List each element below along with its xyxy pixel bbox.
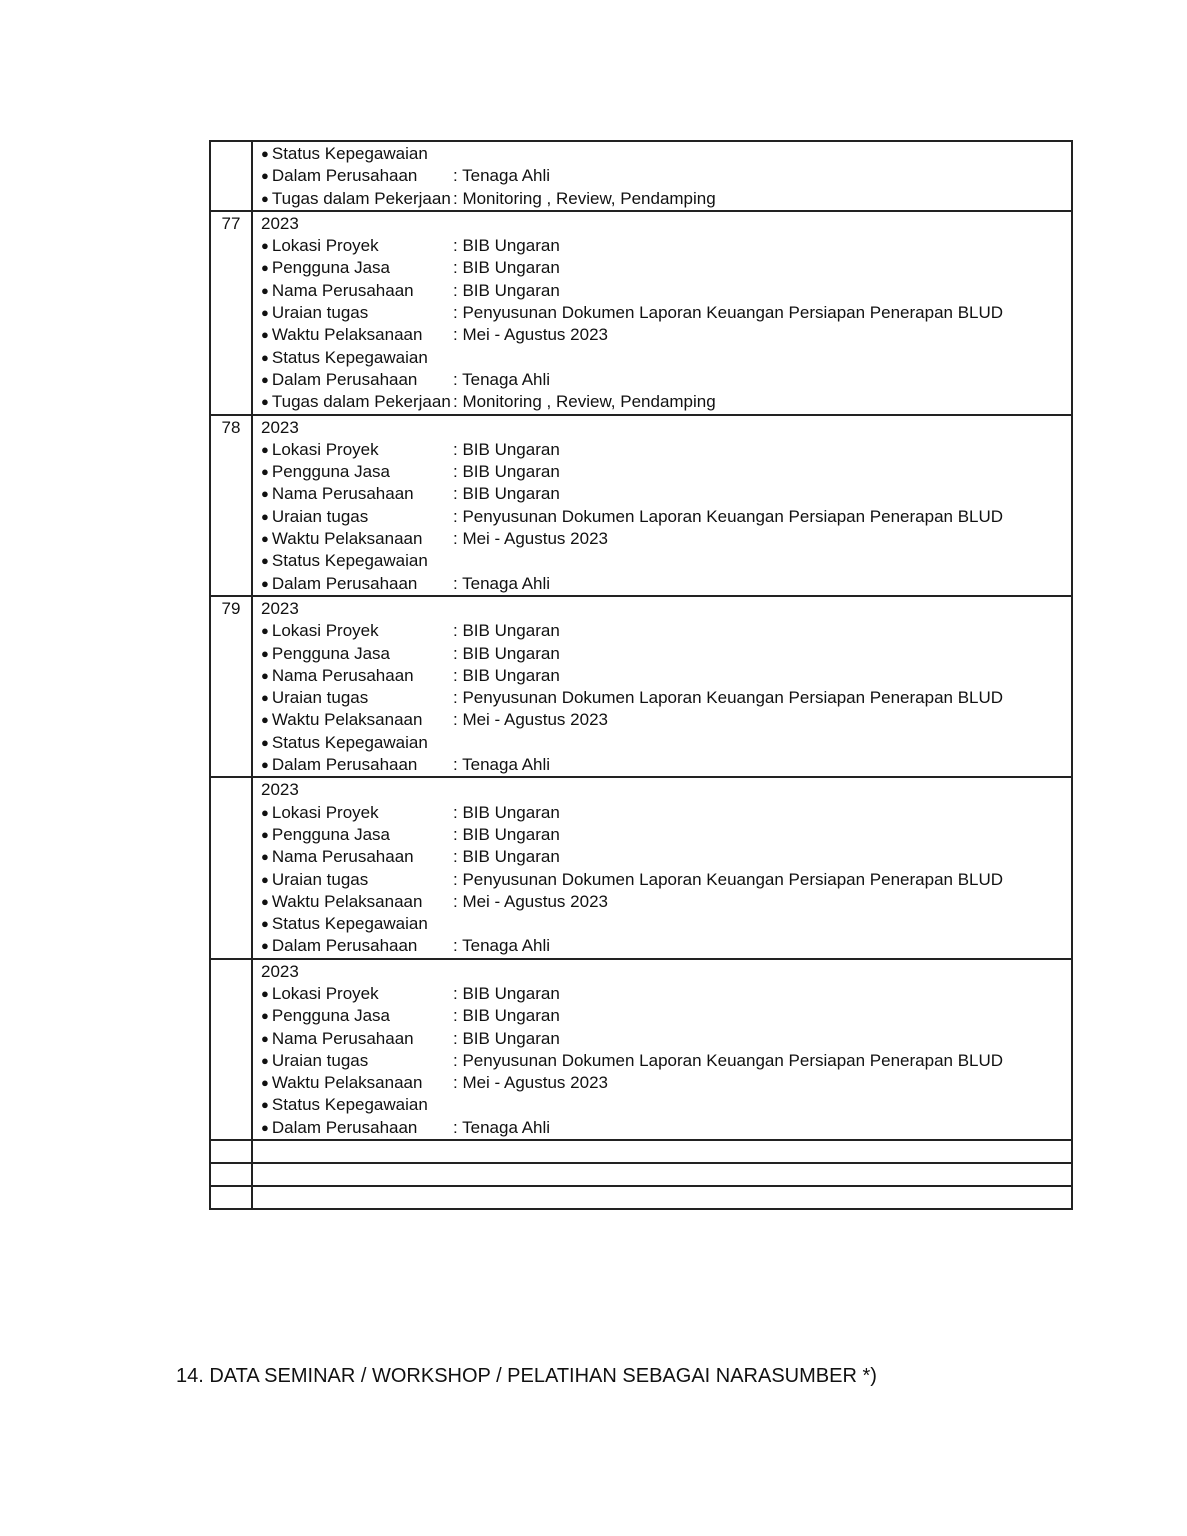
- detail-label-cell: [261, 1028, 453, 1050]
- detail-label-cell: [261, 347, 453, 369]
- bullet-icon: ●: [261, 623, 269, 639]
- bullet-icon: ●: [261, 645, 269, 661]
- detail-label: Tugas dalam Pekerjaan: [271, 188, 451, 208]
- empty-cell: [210, 1186, 252, 1209]
- detail-label: Dalam Perusahaan: [271, 936, 418, 956]
- detail-label: Uraian tugas: [271, 506, 369, 526]
- bullet-icon: ●: [261, 327, 269, 343]
- detail-line: [261, 913, 1071, 935]
- detail-value: : Tenaga Ahli: [453, 369, 551, 389]
- detail-label: Waktu Pelaksanaan: [271, 1073, 423, 1093]
- detail-label-cell: [261, 391, 453, 413]
- detail-line: [261, 935, 1071, 957]
- bullet-icon: ●: [261, 712, 269, 728]
- detail-value: : BIB Ungaran: [453, 1028, 560, 1048]
- detail-line: [261, 1028, 1071, 1050]
- table-row: [210, 596, 1072, 777]
- bullet-icon: ●: [261, 1075, 269, 1091]
- detail-label-cell: [261, 235, 453, 257]
- detail-line: [261, 461, 1071, 483]
- detail-label: Status Kepegawaian: [271, 914, 428, 934]
- bullet-icon: ●: [261, 757, 269, 773]
- bullet-icon: ●: [261, 168, 269, 184]
- detail-value: : BIB Ungaran: [453, 665, 560, 685]
- detail-label: Pengguna Jasa: [271, 462, 391, 482]
- table-row: [210, 777, 1072, 958]
- detail-value: : BIB Ungaran: [453, 462, 560, 482]
- bullet-icon: ●: [261, 371, 269, 387]
- detail-line: [261, 1072, 1071, 1094]
- bullet-icon: ●: [261, 441, 269, 457]
- bullet-icon: ●: [261, 1052, 269, 1068]
- detail-label: Nama Perusahaan: [271, 1028, 414, 1048]
- empty-cell: [210, 1140, 252, 1163]
- detail-line: [261, 1050, 1071, 1072]
- detail-label: Uraian tugas: [271, 1050, 369, 1070]
- detail-label: Dalam Perusahaan: [271, 369, 418, 389]
- row-details: [252, 596, 1072, 777]
- detail-label: Waktu Pelaksanaan: [271, 529, 423, 549]
- detail-label: Status Kepegawaian: [271, 551, 428, 571]
- detail-line: [261, 347, 1071, 369]
- detail-line: [261, 143, 1071, 165]
- empty-table-row: [210, 1140, 1072, 1163]
- detail-line: [261, 573, 1071, 595]
- detail-value: : BIB Ungaran: [453, 802, 560, 822]
- detail-label-cell: [261, 709, 453, 731]
- detail-label-cell: [261, 1005, 453, 1027]
- detail-value: : Penyusunan Dokumen Laporan Keuangan Persiapan Penerapan BLUD: [453, 303, 1004, 323]
- detail-label-cell: [261, 665, 453, 687]
- detail-value: : Penyusunan Dokumen Laporan Keuangan Persiapan Penerapan BLUD: [453, 506, 1004, 526]
- detail-value: : Penyusunan Dokumen Laporan Keuangan Persiapan Penerapan BLUD: [453, 688, 1004, 708]
- detail-line: [261, 802, 1071, 824]
- table-row: [210, 141, 1072, 211]
- empty-table-row: [210, 1186, 1072, 1209]
- bullet-icon: ●: [261, 260, 269, 276]
- detail-value: : Mei - Agustus 2023: [453, 891, 608, 911]
- detail-label: Waktu Pelaksanaan: [271, 325, 423, 345]
- detail-value: : Monitoring , Review, Pendamping: [453, 392, 716, 412]
- detail-value: : BIB Ungaran: [453, 847, 560, 867]
- detail-line: [261, 369, 1071, 391]
- bullet-icon: ●: [261, 575, 269, 591]
- detail-label-cell: [261, 188, 453, 210]
- bullet-icon: ●: [261, 667, 269, 683]
- detail-label: Nama Perusahaan: [271, 484, 414, 504]
- bullet-icon: ●: [261, 1097, 269, 1113]
- bullet-icon: ●: [261, 871, 269, 887]
- bullet-icon: ●: [261, 282, 269, 298]
- detail-label: Pengguna Jasa: [271, 258, 391, 278]
- detail-line: [261, 528, 1071, 550]
- detail-label-cell: [261, 483, 453, 505]
- bullet-icon: ●: [261, 531, 269, 547]
- detail-value: : Mei - Agustus 2023: [453, 1073, 608, 1093]
- detail-label-cell: [261, 1050, 453, 1072]
- detail-label-cell: [261, 754, 453, 776]
- bullet-icon: ●: [261, 305, 269, 321]
- detail-line: [261, 1005, 1071, 1027]
- row-number: 78: [210, 415, 252, 596]
- bullet-icon: ●: [261, 938, 269, 954]
- detail-label: Uraian tugas: [271, 869, 369, 889]
- detail-label: Dalam Perusahaan: [271, 1117, 418, 1137]
- detail-value: : BIB Ungaran: [453, 824, 560, 844]
- detail-label-cell: [261, 302, 453, 324]
- table-row: [210, 959, 1072, 1140]
- detail-value: : Penyusunan Dokumen Laporan Keuangan Persiapan Penerapan BLUD: [453, 869, 1004, 889]
- detail-line: [261, 869, 1071, 891]
- row-number: [210, 959, 252, 1140]
- row-details: [252, 141, 1072, 211]
- detail-label: Waktu Pelaksanaan: [271, 710, 423, 730]
- detail-value: : BIB Ungaran: [453, 1006, 560, 1026]
- detail-label-cell: [261, 165, 453, 187]
- detail-label: Status Kepegawaian: [271, 347, 428, 367]
- row-number: 79: [210, 596, 252, 777]
- detail-label: Lokasi Proyek: [271, 236, 379, 256]
- table-row: [210, 415, 1072, 596]
- detail-value: : Mei - Agustus 2023: [453, 529, 608, 549]
- detail-line: [261, 620, 1071, 642]
- detail-line: [261, 846, 1071, 868]
- detail-label-cell: [261, 369, 453, 391]
- detail-label-cell: [261, 620, 453, 642]
- bullet-icon: ●: [261, 690, 269, 706]
- detail-label: Lokasi Proyek: [271, 983, 379, 1003]
- bullet-icon: ●: [261, 1119, 269, 1135]
- bullet-icon: ●: [261, 508, 269, 524]
- detail-line: [261, 280, 1071, 302]
- detail-label: Nama Perusahaan: [271, 847, 414, 867]
- empty-table-row: [210, 1163, 1072, 1186]
- row-number: [210, 141, 252, 211]
- detail-line: [261, 165, 1071, 187]
- detail-value: : Tenaga Ahli: [453, 936, 551, 956]
- row-year: 2023: [261, 780, 299, 800]
- detail-line: [261, 687, 1071, 709]
- detail-value: : Tenaga Ahli: [453, 573, 551, 593]
- row-details: [252, 415, 1072, 596]
- experience-table-body: [210, 141, 1072, 1209]
- detail-label: Status Kepegawaian: [271, 144, 428, 163]
- detail-label: Uraian tugas: [271, 688, 369, 708]
- detail-value: : Mei - Agustus 2023: [453, 325, 608, 345]
- detail-label: Dalam Perusahaan: [271, 573, 418, 593]
- bullet-icon: ●: [261, 849, 269, 865]
- detail-label: Nama Perusahaan: [271, 280, 414, 300]
- detail-value: : Tenaga Ahli: [453, 755, 551, 775]
- detail-line: [261, 324, 1071, 346]
- detail-line: [261, 732, 1071, 754]
- bullet-icon: ●: [261, 238, 269, 254]
- detail-value: : BIB Ungaran: [453, 258, 560, 278]
- detail-label: Pengguna Jasa: [271, 643, 391, 663]
- detail-label: Status Kepegawaian: [271, 732, 428, 752]
- detail-value: : Mei - Agustus 2023: [453, 710, 608, 730]
- row-year: 2023: [261, 417, 299, 437]
- detail-line: [261, 188, 1071, 210]
- bullet-icon: ●: [261, 916, 269, 932]
- detail-line: [261, 983, 1071, 1005]
- empty-cell: [252, 1163, 1072, 1186]
- detail-line: [261, 391, 1071, 413]
- detail-label: Pengguna Jasa: [271, 1006, 391, 1026]
- detail-label: Lokasi Proyek: [271, 621, 379, 641]
- empty-cell: [252, 1186, 1072, 1209]
- detail-line: [261, 257, 1071, 279]
- row-year: 2023: [261, 213, 299, 233]
- bullet-icon: ●: [261, 1008, 269, 1024]
- detail-label-cell: [261, 506, 453, 528]
- row-year: 2023: [261, 961, 299, 981]
- detail-line: [261, 302, 1071, 324]
- detail-line: [261, 439, 1071, 461]
- row-number: [210, 777, 252, 958]
- experience-table: [209, 140, 1073, 1210]
- detail-label-cell: [261, 802, 453, 824]
- detail-label-cell: [261, 935, 453, 957]
- bullet-icon: ●: [261, 394, 269, 410]
- detail-line: [261, 709, 1071, 731]
- row-details: [252, 777, 1072, 958]
- detail-label: Nama Perusahaan: [271, 665, 414, 685]
- detail-label-cell: [261, 846, 453, 868]
- detail-label-cell: [261, 439, 453, 461]
- detail-label: Lokasi Proyek: [271, 802, 379, 822]
- detail-line: [261, 1094, 1071, 1116]
- detail-label-cell: [261, 1072, 453, 1094]
- section-heading: 14. DATA SEMINAR / WORKSHOP / PELATIHAN SEBAGAI NARASUMBER *): [176, 1365, 877, 1387]
- detail-label-cell: [261, 732, 453, 754]
- detail-label-cell: [261, 1117, 453, 1139]
- empty-cell: [252, 1140, 1072, 1163]
- bullet-icon: ●: [261, 486, 269, 502]
- detail-value: : Tenaga Ahli: [453, 166, 551, 186]
- bullet-icon: ●: [261, 190, 269, 206]
- detail-line: [261, 643, 1071, 665]
- bullet-icon: ●: [261, 985, 269, 1001]
- detail-label: Pengguna Jasa: [271, 824, 391, 844]
- detail-label: Tugas dalam Pekerjaan: [271, 392, 451, 412]
- detail-line: [261, 506, 1071, 528]
- detail-value: : BIB Ungaran: [453, 621, 560, 641]
- detail-label-cell: [261, 528, 453, 550]
- detail-label: Dalam Perusahaan: [271, 755, 418, 775]
- detail-label-cell: [261, 550, 453, 572]
- detail-label-cell: [261, 324, 453, 346]
- table-row: [210, 211, 1072, 415]
- detail-label-cell: [261, 573, 453, 595]
- bullet-icon: ●: [261, 826, 269, 842]
- detail-label-cell: [261, 643, 453, 665]
- detail-label-cell: [261, 913, 453, 935]
- detail-value: : Monitoring , Review, Pendamping: [453, 188, 716, 208]
- detail-label-cell: [261, 869, 453, 891]
- detail-line: [261, 754, 1071, 776]
- detail-line: [261, 483, 1071, 505]
- bullet-icon: ●: [261, 804, 269, 820]
- detail-label: Lokasi Proyek: [271, 439, 379, 459]
- bullet-icon: ●: [261, 464, 269, 480]
- detail-label-cell: [261, 983, 453, 1005]
- detail-line: [261, 1117, 1071, 1139]
- row-year: 2023: [261, 598, 299, 618]
- detail-line: [261, 235, 1071, 257]
- detail-value: : Penyusunan Dokumen Laporan Keuangan Persiapan Penerapan BLUD: [453, 1050, 1004, 1070]
- detail-label-cell: [261, 280, 453, 302]
- detail-label: Waktu Pelaksanaan: [271, 891, 423, 911]
- row-number: 77: [210, 211, 252, 415]
- detail-label-cell: [261, 687, 453, 709]
- bullet-icon: ●: [261, 146, 269, 161]
- bullet-icon: ●: [261, 734, 269, 750]
- bullet-icon: ●: [261, 553, 269, 569]
- detail-label-cell: [261, 824, 453, 846]
- bullet-icon: ●: [261, 893, 269, 909]
- detail-label: Dalam Perusahaan: [271, 166, 418, 186]
- detail-value: : BIB Ungaran: [453, 280, 560, 300]
- detail-value: : Tenaga Ahli: [453, 1117, 551, 1137]
- bullet-icon: ●: [261, 349, 269, 365]
- detail-value: : BIB Ungaran: [453, 236, 560, 256]
- detail-value: : BIB Ungaran: [453, 484, 560, 504]
- detail-label: Uraian tugas: [271, 303, 369, 323]
- row-details: [252, 959, 1072, 1140]
- detail-label-cell: [261, 257, 453, 279]
- detail-label-cell: [261, 461, 453, 483]
- detail-line: [261, 824, 1071, 846]
- detail-line: [261, 665, 1071, 687]
- detail-value: : BIB Ungaran: [453, 439, 560, 459]
- detail-line: [261, 891, 1071, 913]
- detail-label-cell: [261, 891, 453, 913]
- bullet-icon: ●: [261, 1030, 269, 1046]
- detail-label-cell: [261, 1094, 453, 1116]
- detail-value: : BIB Ungaran: [453, 983, 560, 1003]
- detail-label-cell: [261, 143, 453, 165]
- empty-cell: [210, 1163, 252, 1186]
- row-details: [252, 211, 1072, 415]
- detail-line: [261, 550, 1071, 572]
- detail-value: : BIB Ungaran: [453, 643, 560, 663]
- detail-label: Status Kepegawaian: [271, 1095, 428, 1115]
